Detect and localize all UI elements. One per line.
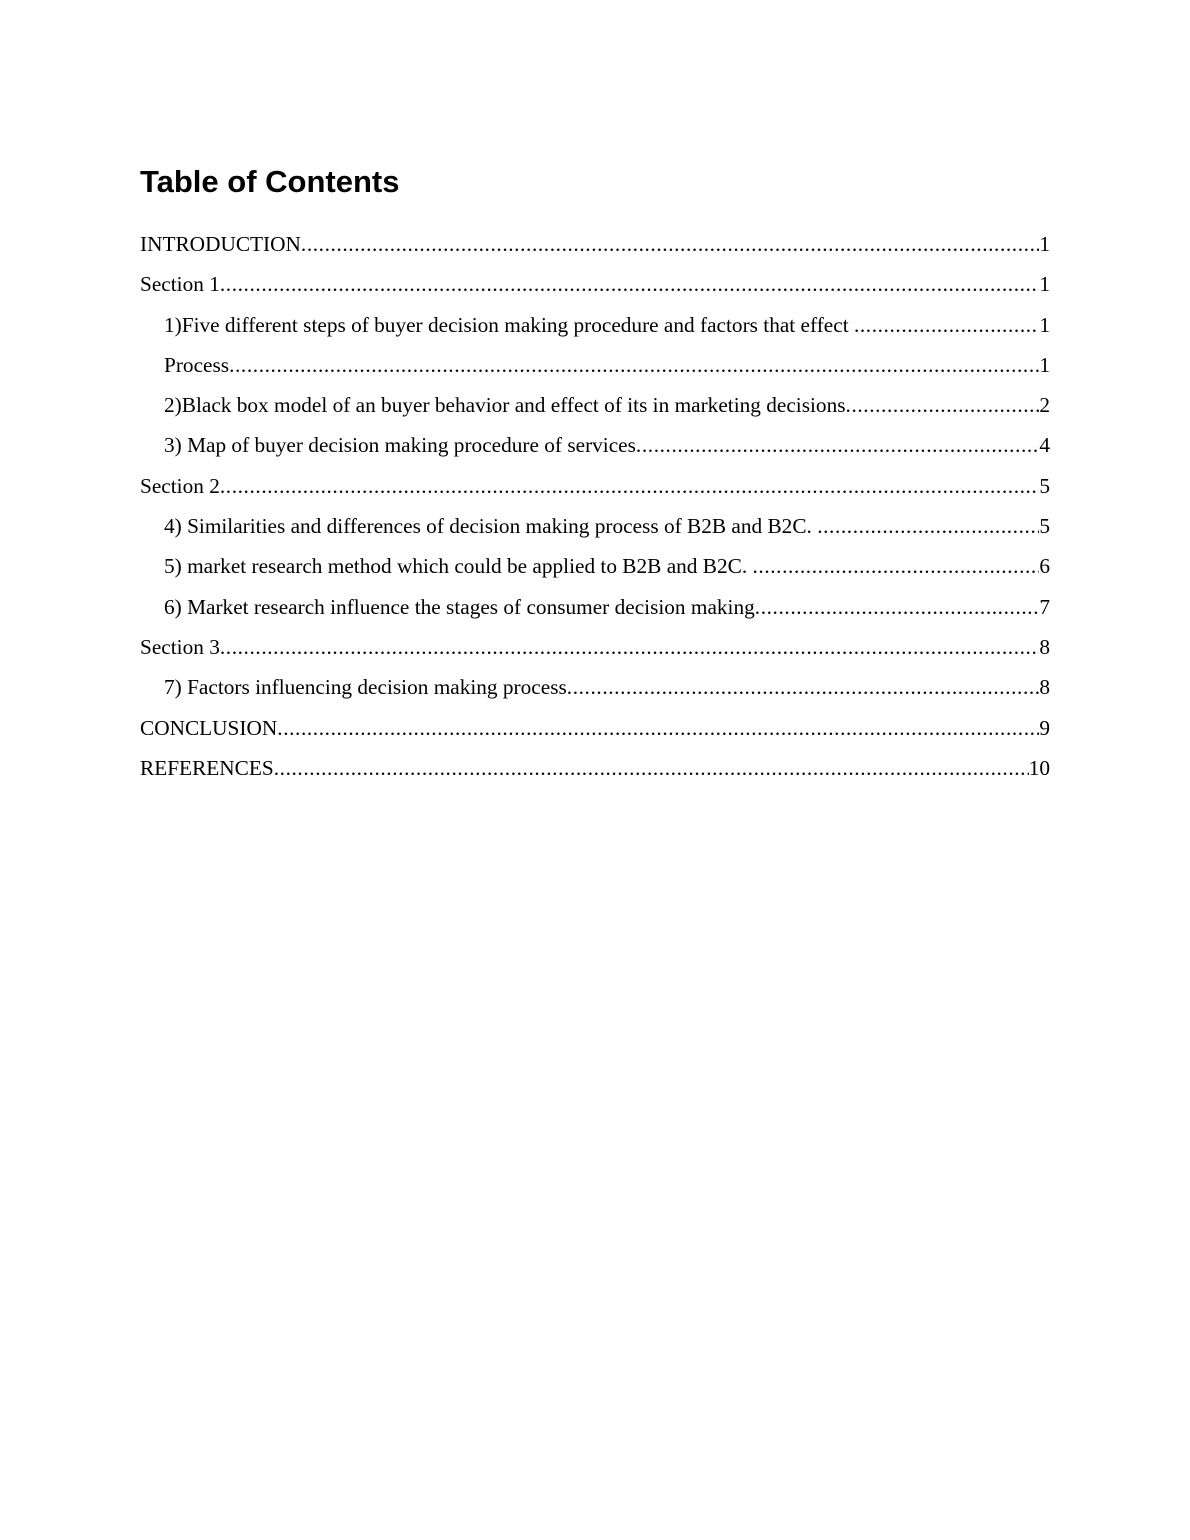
toc-entry-page-number: 7 xyxy=(1039,594,1050,619)
toc-entry-page-number: 6 xyxy=(1039,554,1050,579)
toc-entry[interactable] xyxy=(140,587,1050,627)
toc-dot-leader xyxy=(755,587,1040,627)
toc-dot-leader xyxy=(301,224,1039,264)
toc-dot-leader xyxy=(274,748,1029,788)
toc-entry-title: 4) Similarities and differences of decision making process of B2B and B2C. xyxy=(164,514,818,539)
toc-entry[interactable] xyxy=(140,264,1050,304)
toc-entry-title: 7) Factors influencing decision making process xyxy=(164,675,567,700)
toc-entry-title: INTRODUCTION xyxy=(140,232,301,256)
toc-dot-leader xyxy=(220,627,1039,667)
toc-entry-page-number: 8 xyxy=(1039,634,1050,659)
toc-entry-page-number: 2 xyxy=(1039,393,1050,418)
toc-entry[interactable] xyxy=(140,385,1050,425)
toc-entry[interactable] xyxy=(140,667,1050,707)
toc-entry[interactable] xyxy=(140,466,1050,506)
toc-entry-page-number: 1 xyxy=(1039,312,1050,337)
toc-entry-title: 1)Five different steps of buyer decision making procedure and factors that effect xyxy=(164,312,854,337)
toc-entry[interactable] xyxy=(140,224,1050,264)
toc-heading: Table of Contents xyxy=(140,164,400,199)
toc-dot-leader xyxy=(229,345,1039,385)
toc-entry-title: 2)Black box model of an buyer behavior and effect of its in marketing decisions xyxy=(164,393,846,418)
toc-entry-title: Section 3 xyxy=(140,634,220,659)
toc-entry-page-number: 8 xyxy=(1039,675,1050,700)
toc-entry-page-number: 1 xyxy=(1039,232,1050,256)
toc-entry[interactable] xyxy=(140,425,1050,465)
toc-entry-title: Section 2 xyxy=(140,473,220,498)
toc-entry-title: Process xyxy=(164,352,230,377)
toc-entry[interactable] xyxy=(140,345,1050,385)
toc-entry-page-number: 4 xyxy=(1039,433,1050,458)
toc-entry-title: Section 1 xyxy=(140,272,220,297)
toc-entry[interactable] xyxy=(140,708,1050,748)
toc-entry-title: REFERENCES xyxy=(140,755,274,780)
toc-dot-leader xyxy=(817,506,1039,546)
toc-dot-leader xyxy=(567,667,1040,707)
toc-entry[interactable] xyxy=(140,506,1050,546)
toc-entry-title: 5) market research method which could be applied to B2B and B2C. xyxy=(164,554,753,579)
toc-entry-title: 3) Map of buyer decision making procedure of services xyxy=(164,433,636,458)
toc-dot-leader xyxy=(220,466,1039,506)
toc-entry-title: 6) Market research influence the stages of consumer decision making xyxy=(164,594,755,619)
toc-dot-leader xyxy=(220,264,1039,304)
toc-entry[interactable] xyxy=(140,546,1050,586)
toc-entry-page-number: 10 xyxy=(1028,755,1050,780)
toc-dot-leader xyxy=(277,708,1039,748)
toc-dot-leader xyxy=(854,305,1039,345)
toc-entry-title: CONCLUSION xyxy=(140,715,278,740)
toc-list xyxy=(140,224,1050,788)
toc-entry[interactable] xyxy=(140,305,1050,345)
toc-entry-page-number: 5 xyxy=(1039,514,1050,539)
toc-entry-page-number: 5 xyxy=(1039,473,1050,498)
toc-entry-page-number: 1 xyxy=(1039,272,1050,297)
toc-dot-leader xyxy=(636,425,1039,465)
toc-entry-page-number: 9 xyxy=(1039,715,1050,740)
toc-entry-page-number: 1 xyxy=(1039,352,1050,377)
toc-dot-leader xyxy=(752,546,1039,586)
toc-entry[interactable] xyxy=(140,748,1050,788)
toc-entry[interactable] xyxy=(140,627,1050,667)
toc-dot-leader xyxy=(846,385,1040,425)
